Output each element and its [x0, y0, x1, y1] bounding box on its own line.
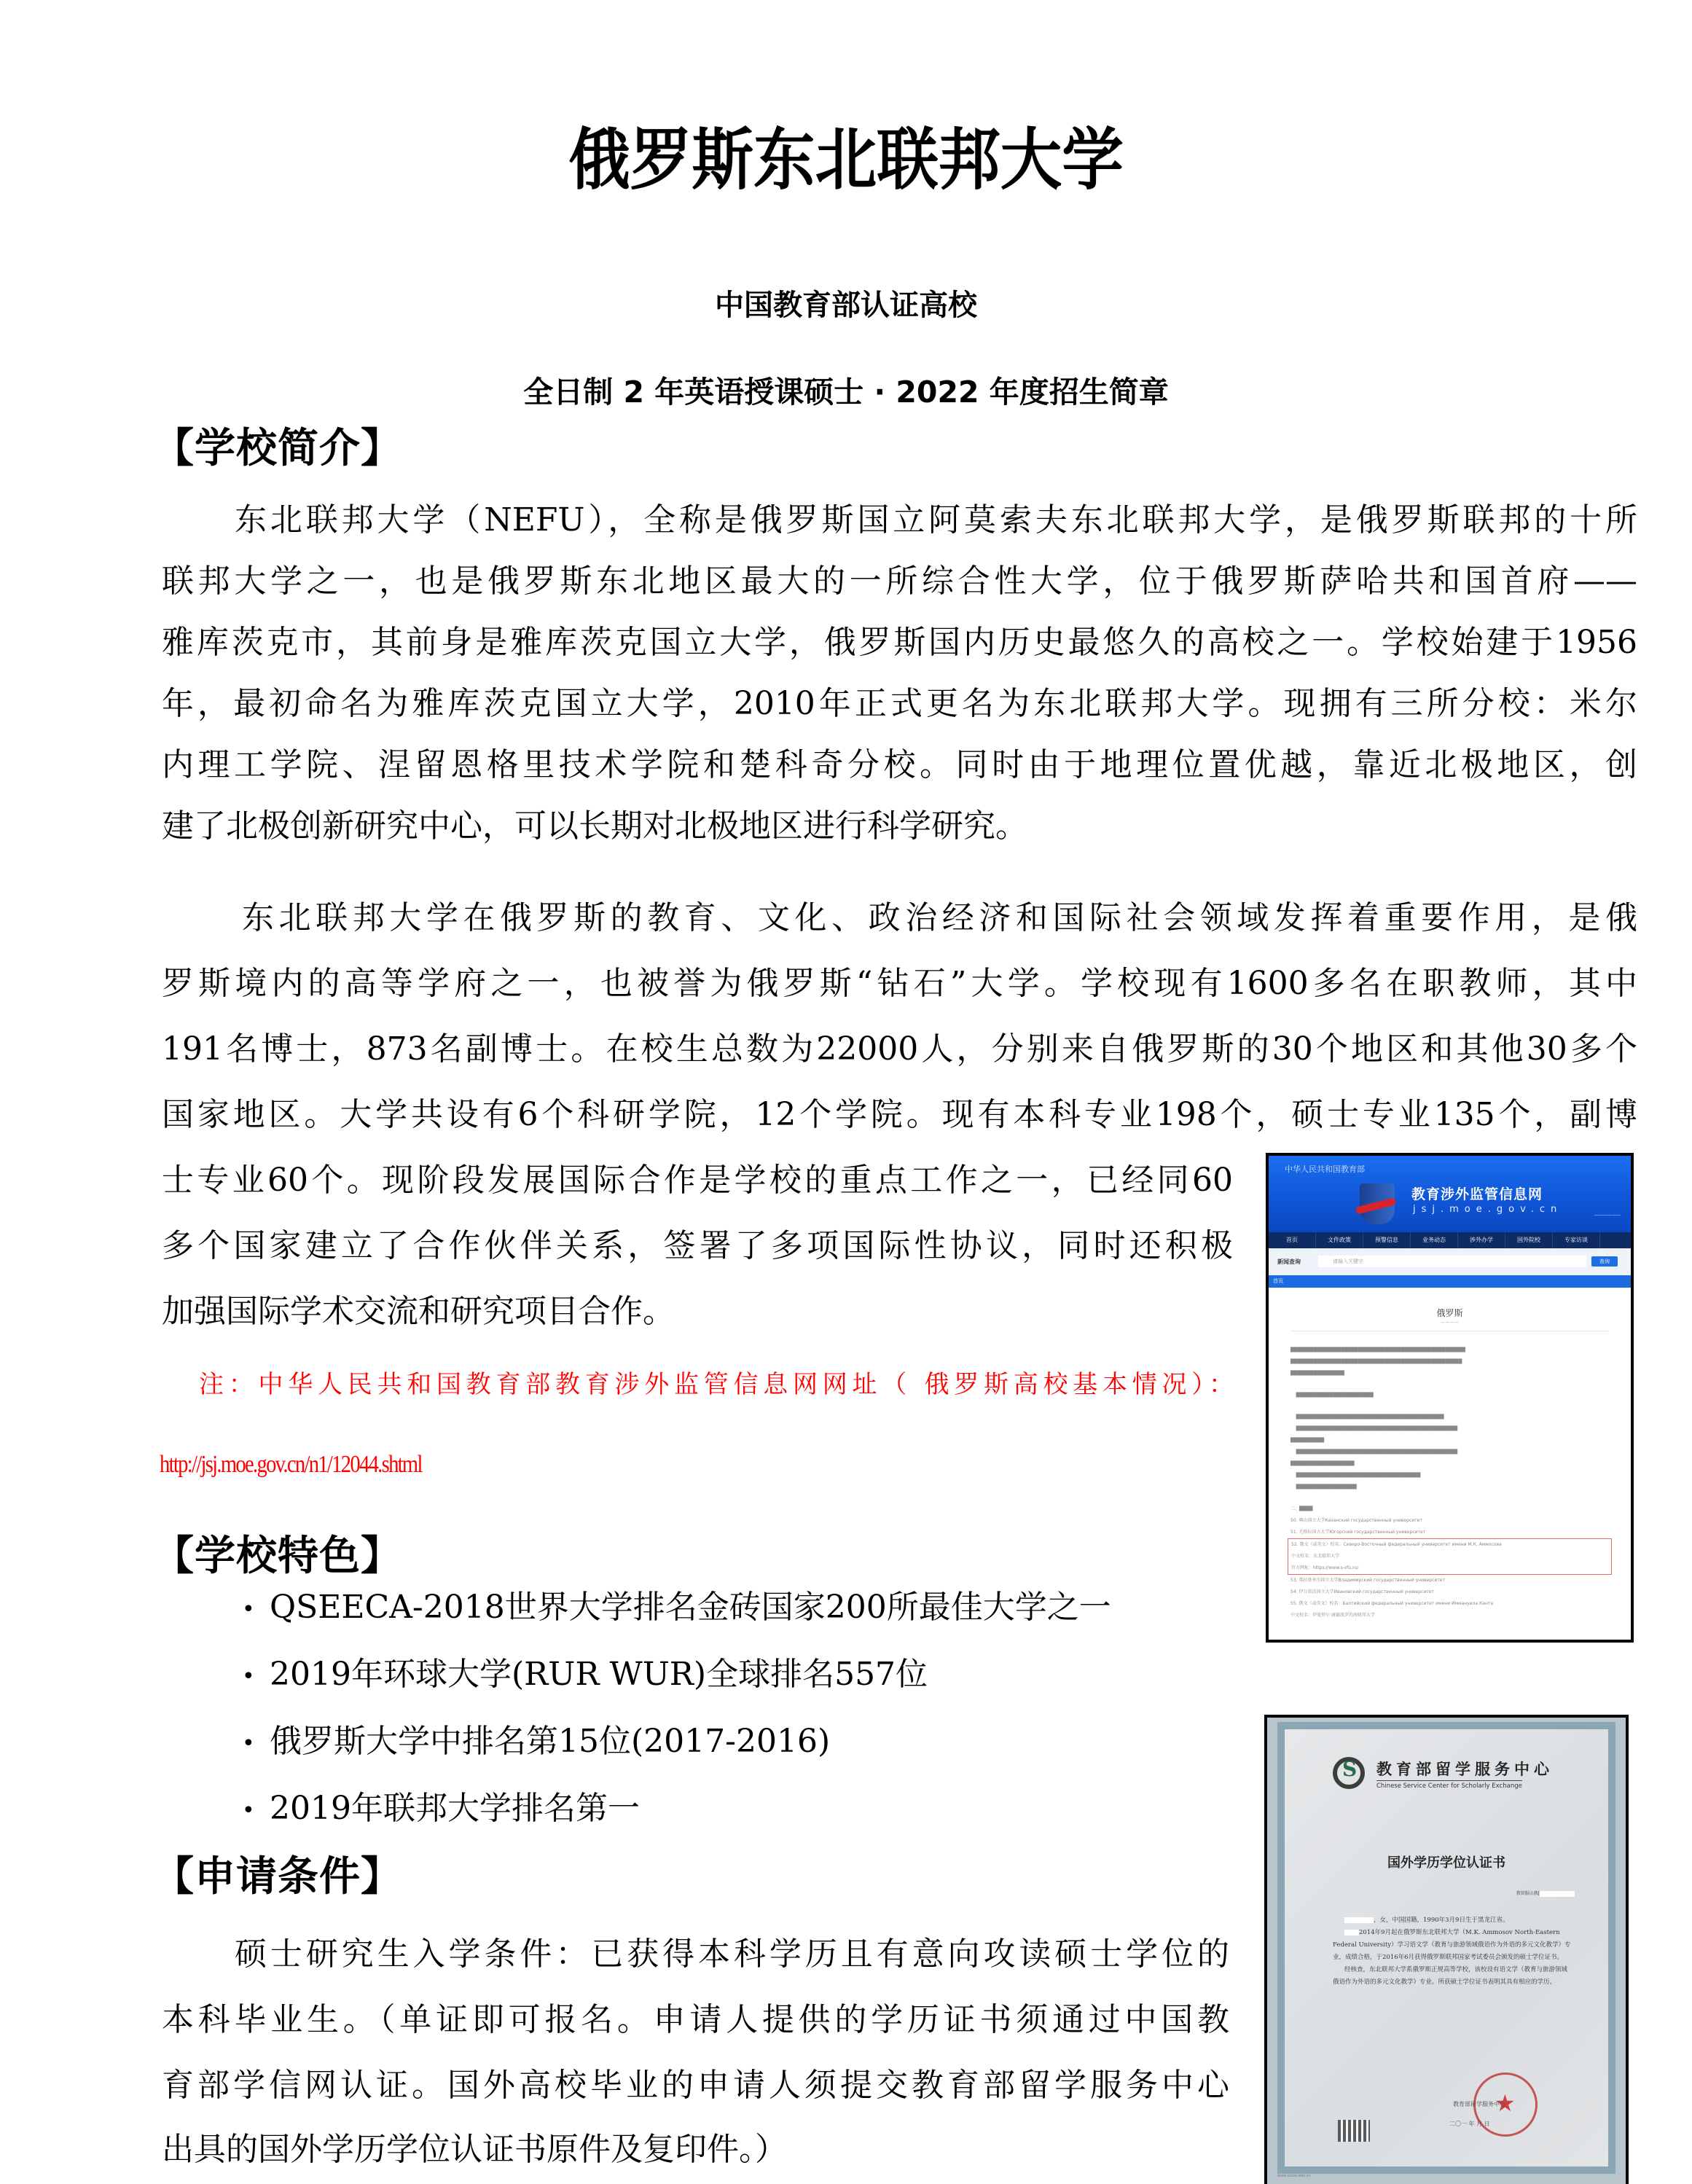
intro-paragraph-line: 国家地区。大学共设有6个科研学院，12个学院。现有本科专业198个，硕士专业135个，副博	[162, 1096, 1637, 1133]
qr-code-icon	[1338, 2120, 1370, 2142]
nav-item: 专家访谈	[1553, 1232, 1600, 1248]
intro-paragraph-line: 多个国家建立了合作伙伴关系，签署了多项国际性协议，同时还积极	[162, 1227, 1233, 1264]
requirements-line: 硕士研究生入学条件：已获得本科学历且有意向攻读硕士学位的	[235, 1936, 1229, 1973]
intro-paragraph-line: 士专业60个。现阶段发展国际合作是学校的重点工作之一，已经同60	[162, 1162, 1233, 1199]
intro-paragraph-line: 年，最初命名为雅库茨克国立大学，2010年正式更名为东北联邦大学。现拥有三所分校：米尔	[162, 685, 1637, 722]
feature-text: 2019年环球大学(RUR WUR)全球排名557位	[270, 1656, 928, 1693]
degree-certificate-photo	[1264, 1715, 1629, 2184]
requirements-line: 育部学信网认证。国外高校毕业的申请人须提交教育部留学服务中心	[162, 2067, 1229, 2104]
blurred-text: ████████████████	[1290, 1371, 1344, 1376]
blurred-text: 二、████	[1290, 1506, 1313, 1511]
blurred-text: ██████████	[1290, 1438, 1325, 1443]
certificate-org-en: Chinese Service Center for Scholarly Exchange	[1376, 1780, 1522, 1790]
blurred-text: ████████████████████████████████████████████████████	[1290, 1347, 1465, 1353]
moe-site-search	[1269, 1248, 1631, 1275]
nav-item: 业务动态	[1411, 1232, 1458, 1248]
certificate-line: 2014年9月起在俄罗斯东北联邦大学（M.K. Ammosov North-Eastern Federal University）学习语文学（教育与旅游领域俄语作为外语的多元文化教学）专业，成绩合格，于2016年6月获得俄罗斯联邦国家考试委员会颁发的硕士学位证书。	[1333, 1929, 1571, 1961]
moe-link[interactable]: http://jsj.moe.gov.cn/n1/12044.shtml	[160, 1451, 422, 1478]
list-item: 54. 伊万诺沃国立大学Ивановский государственный университет	[1290, 1589, 1434, 1594]
certificate-number: 教留服认俄[	[1516, 1890, 1575, 1897]
nav-item: 国外院校	[1505, 1232, 1553, 1248]
intro-paragraph-line: 东北联邦大学（NEFU），全称是俄罗斯国立阿莫索夫东北联邦大学，是俄罗斯联邦的十所	[235, 501, 1637, 539]
nav-item: 涉外办学	[1458, 1232, 1505, 1248]
blurred-text: ██████████████████	[1290, 1484, 1357, 1490]
certificate-line: 经核查，东北联邦大学系俄罗斯正规高等学校，该校设有语文学（教育与旅游领域俄语作为外语的多元文化教学）专业。所获硕士学位证书表明其具有相应的学历。	[1333, 1966, 1568, 1986]
section-heading-intro: 【学校简介】	[153, 425, 402, 472]
document-title: 俄罗斯东北联邦大学	[568, 121, 1124, 199]
intro-paragraph-line: 雅库茨克市，其前身是雅库茨克国立大学，俄罗斯国内历史最悠久的高校之一。学校始建于1956	[162, 624, 1637, 661]
jsj-logo-icon	[1360, 1183, 1395, 1224]
intro-paragraph-line: 建了北极创新研究中心，可以长期对北极地区进行科学研究。	[162, 807, 1027, 845]
blurred-text: ███████████████████████	[1290, 1393, 1374, 1398]
subtitle-program: 全日制 2 年英语授课硕士 · 2022 年度招生简章	[523, 375, 1169, 410]
blurred-text: ████████████████████████████████████████████████	[1290, 1426, 1458, 1431]
search-button: 查询	[1591, 1256, 1618, 1267]
bullet-icon: •	[242, 1730, 255, 1756]
moe-website-screenshot	[1266, 1153, 1634, 1643]
cscse-logo-icon	[1333, 1757, 1365, 1789]
moe-note: 注：中华人民共和国教育部教育涉外监管信息网网址（ 俄罗斯高校基本情况）：	[199, 1370, 1234, 1399]
search-label: 新闻查询	[1277, 1259, 1301, 1265]
intro-paragraph-line: 罗斯境内的高等学府之一，也被誉为俄罗斯“钻石”大学。学校现有1600多名在职教师，其中	[162, 965, 1637, 1002]
bullet-icon: •	[242, 1663, 255, 1689]
blurred-text: ███████████████████████████████████████████████████	[1290, 1359, 1462, 1364]
section-heading-features: 【学校特色】	[153, 1533, 402, 1580]
nav-item: 预警信息	[1363, 1232, 1411, 1248]
certificate-body	[1333, 1914, 1571, 1989]
moe-site-content	[1269, 1288, 1631, 1621]
page-title: 俄罗斯	[1436, 1308, 1463, 1318]
feature-item	[242, 1775, 640, 1844]
intro-paragraph-line: 191名博士，873名副博士。在校生总数为22000人，分别来自俄罗斯的30个地区和其他30多个	[162, 1030, 1637, 1068]
list-item: 50. 喀山国立大学Казанский государственный университет	[1290, 1518, 1422, 1523]
search-input: 请输入关键字	[1318, 1256, 1586, 1267]
intro-paragraph-line: 内理工学院、涅留恩格里技术学院和楚科奇分校。同时由于地理位置优越，靠近北极地区，创	[162, 746, 1637, 783]
certificate-line: ，女，中国国籍，1990年3月9日生于黑龙江省。	[1374, 1917, 1509, 1924]
blurred-text: ████████████████████████████████████████████████	[1290, 1449, 1458, 1455]
bullet-icon: •	[242, 1797, 255, 1823]
requirements-line: 出具的国外学历学位认证书原件及复印件。）	[162, 2131, 787, 2168]
moe-site-nav	[1269, 1232, 1631, 1248]
feature-item	[242, 1574, 1111, 1643]
intro-paragraph-line: 联邦大学之一，也是俄罗斯东北地区最大的一所综合性大学，位于俄罗斯萨哈共和国首府——	[162, 563, 1637, 600]
nav-item: 首页	[1269, 1232, 1316, 1248]
nav-item: 文件政策	[1316, 1232, 1363, 1248]
page-date: — — — —	[1441, 1320, 1459, 1325]
subtitle-accreditation: 中国教育部认证高校	[715, 289, 977, 322]
certificate-org-cn: 教育部留学服务中心	[1376, 1760, 1554, 1778]
site-name: 教育涉外监管信息网	[1411, 1186, 1543, 1202]
certificate-signature: 教育部留学服务中心	[1453, 2101, 1505, 2107]
feature-text: QSEECA-2018世界大学排名金砖国家200所最佳大学之一	[270, 1589, 1111, 1626]
blurred-text: ███████████████████	[1290, 1461, 1355, 1466]
blurred-text: ████████████████████████████████████████████	[1290, 1414, 1444, 1420]
feature-item	[242, 1641, 928, 1710]
moe-site-header	[1269, 1156, 1631, 1232]
list-item: 官方网址：https://www.s-vfu.ru/	[1291, 1565, 1359, 1570]
list-item: 53. 弗拉基米尔国立大学Владимирский государственный университет	[1290, 1578, 1445, 1583]
highlight-box	[1288, 1538, 1612, 1575]
breadcrumb: 首页	[1269, 1275, 1631, 1288]
list-item: 55. 俄文（或英文）校名：Балтийский федеральный университет имени Иммануила Канта	[1290, 1601, 1494, 1606]
bullet-icon: •	[242, 1596, 255, 1622]
feature-text: 2019年联邦大学排名第一	[270, 1790, 640, 1827]
site-date: ——————	[1594, 1213, 1621, 1218]
requirements-line: 本科毕业生。（单证即可报名。申请人提供的学历证书须通过中国教	[162, 2001, 1229, 2038]
blurred-text: █████████████████████████████████████	[1290, 1473, 1421, 1478]
section-heading-requirements: 【申请条件】	[153, 1853, 402, 1901]
list-item: 中文校名：伊曼努尔·康德波罗的海联邦大学	[1290, 1613, 1375, 1618]
ministry-label: 中华人民共和国教育部	[1285, 1165, 1365, 1174]
certificate-title: 国外学历学位认证书	[1387, 1855, 1505, 1871]
list-item: 51. 尤格拉国立大学Югорский государственный университет	[1290, 1530, 1426, 1535]
certificate-website: www.cscse.edu.cn	[1277, 2174, 1311, 2178]
feature-item	[242, 1708, 830, 1777]
site-domain: jsj.moe.gov.cn	[1413, 1204, 1563, 1215]
feature-text: 俄罗斯大学中排名第15位(2017-2016)	[270, 1723, 831, 1760]
certificate-date: 二〇一 年 月 日	[1449, 2121, 1490, 2127]
list-item: 52. 俄文（或英文）校名：Северо-Восточный федеральный университет имени М.К. Аммосова	[1291, 1542, 1502, 1547]
intro-paragraph-line: 加强国际学术交流和研究项目合作。	[162, 1293, 675, 1330]
list-item: 中文校名：东北联邦大学	[1291, 1554, 1340, 1559]
intro-paragraph-line: 东北联邦大学在俄罗斯的教育、文化、政治经济和国际社会领域发挥着重要作用，是俄	[242, 899, 1637, 936]
